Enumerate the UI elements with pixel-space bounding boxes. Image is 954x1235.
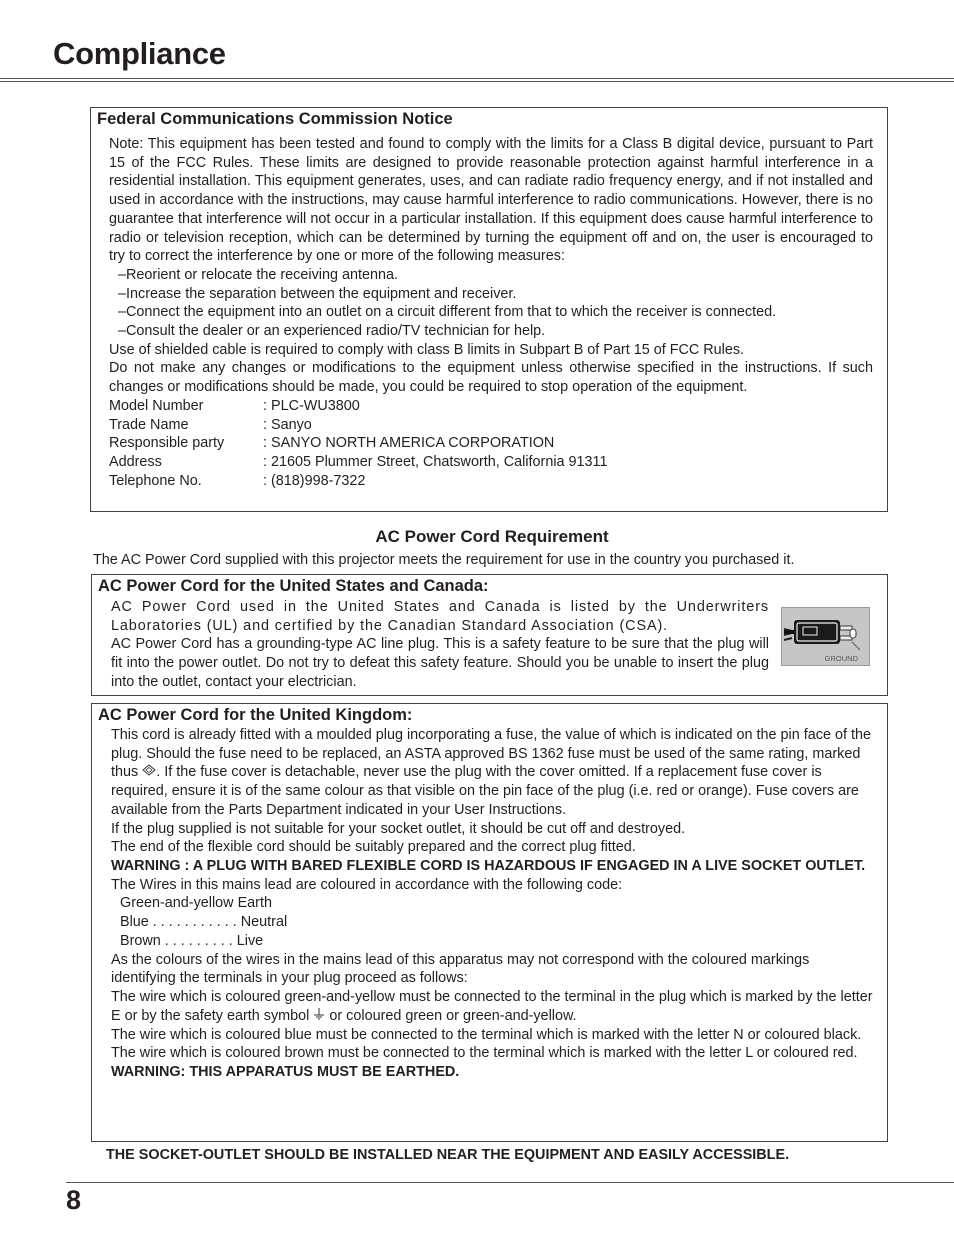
ac-requirement-heading: AC Power Cord Requirement — [375, 527, 609, 546]
wire-code: Brown . . . . . . . . . Live — [120, 932, 264, 949]
us-canada-title: AC Power Cord for the United States and Canada: — [98, 577, 489, 595]
spec-label: Trade Name — [109, 416, 189, 433]
socket-outlet-note: THE SOCKET-OUTLET SHOULD BE INSTALLED NEAR THE EQUIPMENT AND EASILY ACCESSIBLE. — [106, 1147, 790, 1163]
footer-rule — [66, 1182, 954, 1183]
wire-code: Green-and-yellow Earth — [120, 895, 272, 912]
spec-value: : Sanyo — [263, 416, 312, 433]
asta-mark-icon — [142, 763, 156, 782]
uk-para7: The wire which is coloured brown must be connected to the terminal which is marked with the letter L or coloured red. — [111, 1045, 858, 1062]
spec-row-model — [109, 397, 873, 416]
uk-para5-text: or coloured green or green-and-yellow. — [329, 1007, 577, 1024]
uk-para1-text: . If the fuse cover is detachable, never use the plug with the cover omitted. If a replacement fuse cover is required, ensure it is of the same colour as that visible on the pin face of the plug (i.e. red or orange). Fuse covers are available from the Parts Department indicated in your User Instructions. — [111, 764, 859, 818]
uk-title: AC Power Cord for the United Kingdom: — [98, 706, 413, 724]
title-rule-bottom — [0, 81, 954, 82]
fcc-measure: –Reorient or relocate the receiving antenna. — [118, 266, 398, 283]
us-canada-para1: AC Power Cord used in the United States and Canada is listed by the Underwriters Laboratories (UL) and certified by the Canadian Standard Association (CSA). — [111, 599, 769, 634]
uk-wires-intro: The Wires in this mains lead are coloured in accordance with the following code: — [111, 876, 623, 893]
spec-value: : (818)998-7322 — [263, 472, 366, 489]
fcc-specs — [109, 397, 873, 491]
uk-para2: If the plug supplied is not suitable for your socket outlet, it should be cut off and destroyed. — [111, 820, 686, 837]
spec-row-telephone — [109, 472, 873, 491]
page-number: 8 — [66, 1185, 82, 1215]
uk-para6: The wire which is coloured blue must be connected to the terminal which is marked with the letter N or coloured black. — [111, 1026, 862, 1043]
fcc-notice-body — [109, 135, 873, 490]
us-canada-para2: AC Power Cord has a grounding-type AC line plug. This is a safety feature to be sure that the plug will fit into the power outlet. Do not try to defeat this safety feature. Should you be unable to insert the plug into the outlet, contact your electrician. — [111, 636, 769, 690]
spec-value: : PLC-WU3800 — [263, 397, 360, 414]
ac-requirement-intro: The AC Power Cord supplied with this projector meets the requirement for use in the country you purchased it. — [93, 552, 795, 568]
page-title: Compliance — [53, 36, 226, 71]
uk-para4: As the colours of the wires in the mains lead of this apparatus may not correspond with the coloured markings identifying the terminals in your plug proceed as follows: — [111, 951, 810, 987]
spec-value: : SANYO NORTH AMERICA CORPORATION — [263, 435, 555, 452]
uk-para1-text: This cord is already fitted with a moulded plug incorporating a fuse, the value of which is indicated on the pin face of the plug. Should the fuse need to be replaced, an ASTA approved BS 1362 fuse must be used of the same rating, marked thus — [111, 727, 871, 781]
uk-warning-bared-cord: WARNING : A PLUG WITH BARED FLEXIBLE CORD IS HAZARDOUS IF ENGAGED IN A LIVE SOCKET OUTLET. — [111, 858, 866, 875]
uk-warning-earthed: WARNING: THIS APPARATUS MUST BE EARTHED. — [111, 1063, 460, 1080]
spec-value: : 21605 Plummer Street, Chatsworth, California 91311 — [263, 453, 608, 470]
uk-para5-text: The wire which is coloured green-and-yellow must be connected to the terminal in the plug which is marked by the letter E or by the safety earth symbol — [111, 989, 873, 1024]
us-canada-body — [111, 598, 769, 692]
uk-para5 — [111, 988, 873, 1026]
grounded-plug-caption: GROUND — [824, 654, 858, 663]
spec-label: Responsible party — [109, 435, 225, 452]
fcc-measure: –Connect the equipment into an outlet on a circuit different from that to which the receiver is connected. — [118, 304, 777, 321]
uk-box — [91, 703, 888, 1142]
spec-row-responsible-party — [109, 434, 873, 453]
us-canada-box — [91, 574, 888, 696]
fcc-measure: –Consult the dealer or an experienced radio/TV technician for help. — [118, 323, 546, 340]
earth-symbol-icon — [313, 1007, 325, 1026]
uk-body — [111, 726, 873, 1082]
fcc-paragraph: Note: This equipment has been tested and found to comply with the limits for a Class B digital device, pursuant to Part 15 of the FCC Rules. These limits are designed to provide reasonable protection against harmful interference in a residential installation. This equipment generates, uses, and can radiate radio frequency energy, and if not installed and used in accordance with the instructions, may cause harmful interference to radio communications. However, there is no guarantee that interference will not occur in a particular installation. If this equipment does cause harmful interference to radio or television reception, which can be determined by turning the equipment off and on, the user is encouraged to try to correct the interference by one or more of the following measures: — [109, 136, 873, 265]
fcc-changes: Do not make any changes or modifications to the equipment unless otherwise specified in the instructions. If such changes or modifications should be made, you could be required to stop operation of the equipment. — [109, 360, 873, 396]
spec-label: Model Number — [109, 397, 204, 414]
spec-row-address — [109, 453, 873, 472]
title-rule-top — [0, 78, 954, 79]
fcc-measure: –Increase the separation between the equipment and receiver. — [118, 285, 517, 302]
spec-label: Telephone No. — [109, 472, 202, 489]
uk-para1 — [111, 726, 873, 820]
fcc-notice-box — [90, 107, 888, 512]
uk-para3: The end of the flexible cord should be suitably prepared and the correct plug fitted. — [111, 839, 636, 856]
fcc-shielded-cable: Use of shielded cable is required to comply with class B limits in Subpart B of Part 15 of FCC Rules. — [109, 341, 745, 358]
spec-label: Address — [109, 453, 162, 470]
spec-row-trade-name — [109, 416, 873, 435]
grounded-plug-image — [781, 607, 870, 666]
fcc-notice-title: Federal Communications Commission Notice — [97, 110, 453, 128]
wire-code: Blue . . . . . . . . . . . Neutral — [120, 914, 288, 931]
